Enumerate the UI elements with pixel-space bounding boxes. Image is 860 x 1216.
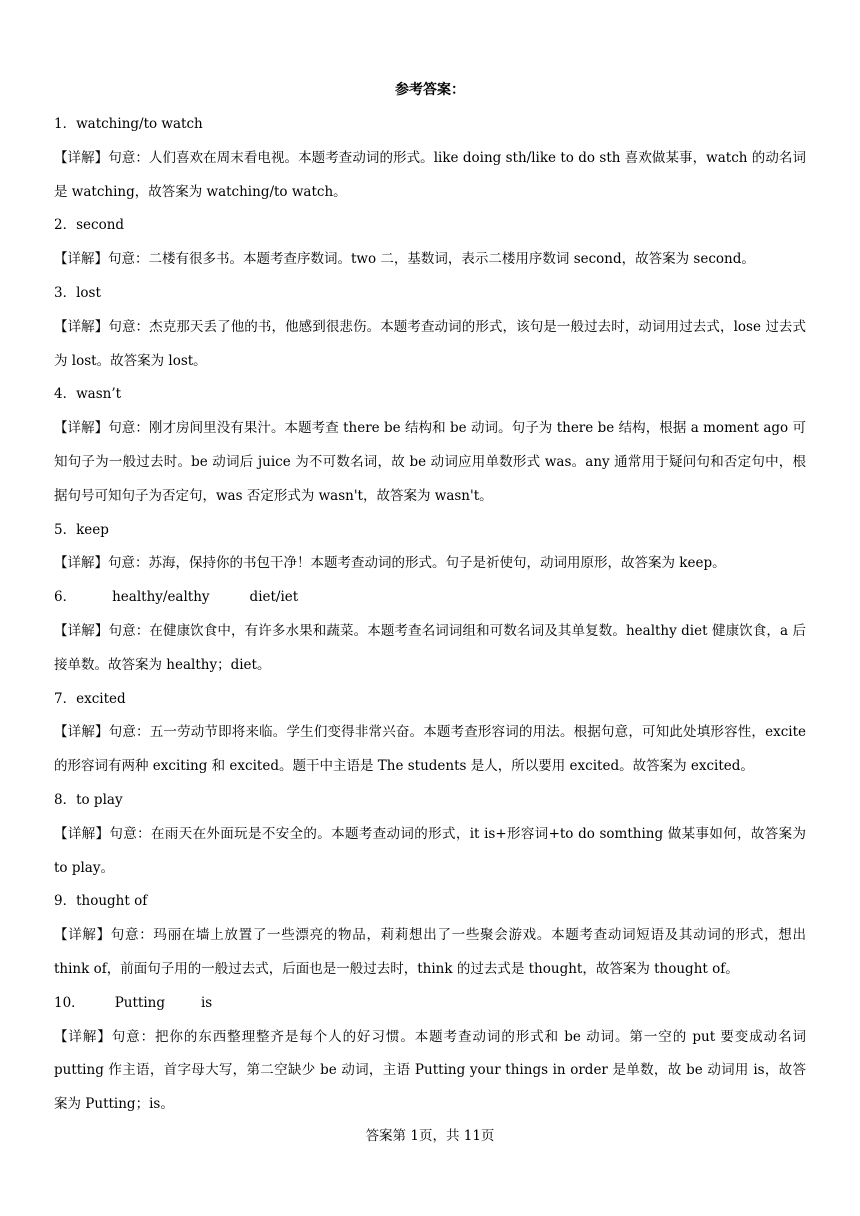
answer-3: 3．lost (54, 284, 101, 301)
detail-4: 【详解】句意：刚才房间里没有果汁。本题考查 there be 结构和 be 动词。句子为 there be 结构，根据 a moment ago 可知句子为一般过去时。be 动词后 juice 为不可数名词，故 be 动词应用单数形式 was。any 通常用于疑问句和否定句中，根据句号可知句子为否定句，was 否定形式为 wasn't，故答案为 wasn't。 (54, 420, 806, 504)
detail-5: 【详解】句意：苏海，保持你的书包干净！本题考查动词的形式。句子是祈使句，动词用原形，故答案为 keep。 (54, 555, 726, 572)
answer-7: 7．excited (54, 690, 126, 707)
answer-6-blank-2: diet/iet (249, 589, 299, 606)
page-title: 参考答案： (395, 82, 465, 98)
detail-8: 【详解】句意：在雨天在外面玩是不安全的。本题考查动词的形式，it is+形容词+to do somthing 做某事如何，故答案为 to play。 (54, 825, 806, 876)
detail-3: 【详解】句意：杰克那天丢了他的书，他感到很悲伤。本题考查动词的形式，该句是一般过去时，动词用过去式，lose 过去式为 lost。故答案为 lost。 (54, 318, 806, 369)
answer-6 (54, 581, 806, 615)
detail-7: 【详解】句意：五一劳动节即将来临。学生们变得非常兴奋。本题考查形容词的用法。根据句意，可知此处填形容性，excite 的形容词有两种 exciting 和 excited。题干中主语是 The students 是人，所以要用 excited。故答案为 excited。 (54, 724, 806, 775)
answer-list (54, 108, 806, 1122)
answer-8: 8．to play (54, 791, 123, 808)
answer-10-blank-2: is (200, 994, 213, 1011)
answer-10-blank-1: Putting (114, 994, 165, 1011)
answer-5: 5．keep (54, 521, 109, 538)
answer-2: 2．second (54, 217, 125, 234)
answer-1: 1．watching/to watch (54, 116, 203, 132)
detail-6: 【详解】句意：在健康饮食中，有许多水果和蔬菜。本题考查名词词组和可数名词及其单复数。healthy diet 健康饮食，a 后接单数。故答案为 healthy；diet。 (54, 622, 806, 673)
detail-2: 【详解】句意：二楼有很多书。本题考查序数词。two 二，基数词，表示二楼用序数词 second，故答案为 second。 (54, 251, 755, 268)
answer-9: 9．thought of (54, 893, 148, 910)
answer-10-number: 10． (54, 994, 85, 1011)
answer-6-number: 6． (54, 589, 77, 606)
page-footer: 答案第 1页，共 11页 (365, 1128, 495, 1144)
detail-10: 【详解】句意：把你的东西整理整齐是每个人的好习惯。本题考查动词的形式和 be 动词。第一空的 put 要变成动名词 putting 作主语，首字母大写，第二空缺少 be 动词，主语 Putting your things in order 是单数，故 be 动词用 is，故答案为 Putting；is。 (54, 1028, 806, 1113)
answer-10 (54, 987, 806, 1021)
detail-1: 【详解】句意：人们喜欢在周末看电视。本题考查动词的形式。like doing sth/like to do sth 喜欢做某事，watch 的动名词是 watching，故答案为 watching/to watch。 (54, 149, 806, 200)
answer-4: 4．wasn’t (54, 386, 122, 403)
detail-9: 【详解】句意：玛丽在墙上放置了一些漂亮的物品，莉莉想出了一些聚会游戏。本题考查动词短语及其动词的形式，想出 think of，前面句子用的一般过去式，后面也是一般过去时，think 的过去式是 thought，故答案为 thought of。 (54, 927, 806, 977)
answer-6-blank-1: healthy/ealthy (112, 589, 210, 606)
